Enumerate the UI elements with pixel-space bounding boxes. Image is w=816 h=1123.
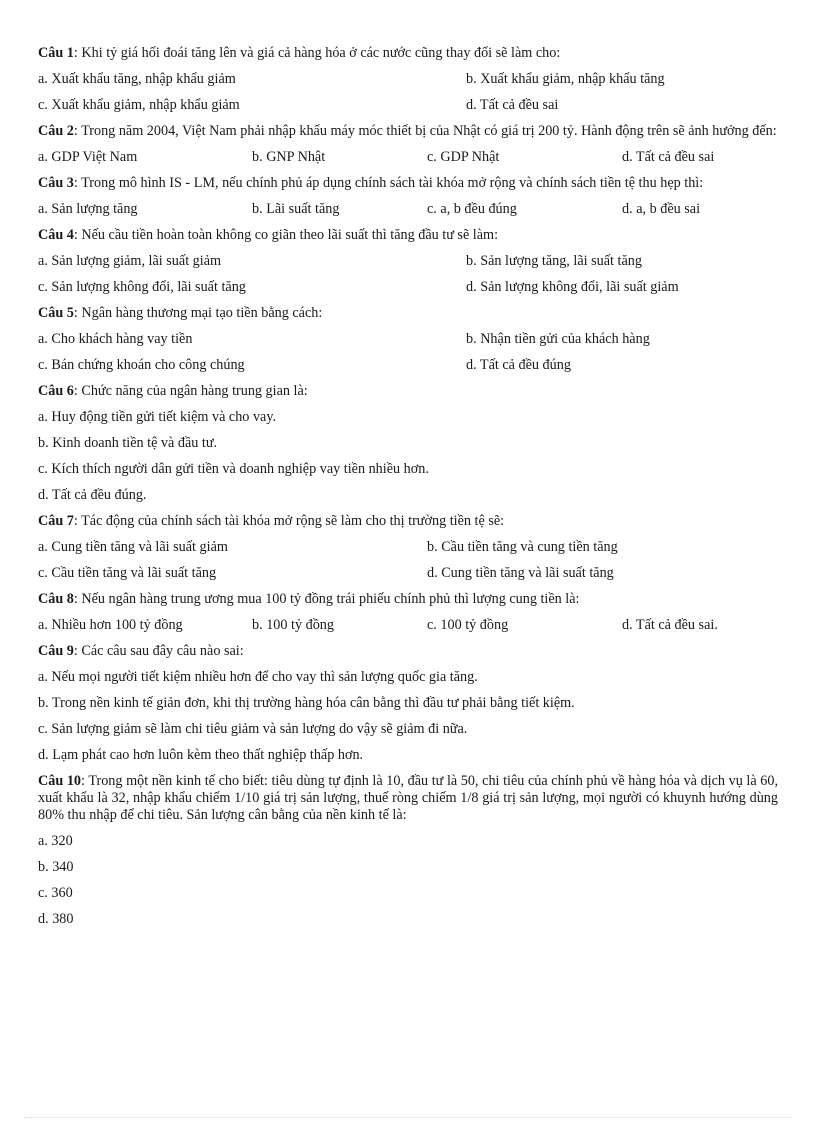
option-b: b. GNP Nhật <box>252 149 326 165</box>
option-b: b. Lãi suất tăng <box>252 201 340 217</box>
question-1 <box>38 45 778 114</box>
question-text: : Chức năng của ngân hàng trung gian là: <box>73 383 308 399</box>
options-row <box>38 279 778 296</box>
option-a: a. Cung tiền tăng và lãi suất giảm <box>38 539 228 555</box>
options-row <box>38 71 778 88</box>
page-bottom-divider <box>24 1117 792 1118</box>
option-b: b. Trong nền kinh tế giản đơn, khi thị trường hàng hóa cân bằng thì đầu tư phải bằng tiết kiệm. <box>38 695 575 711</box>
option-b: b. Cầu tiền tăng và cung tiền tăng <box>427 539 618 555</box>
options-row <box>38 539 778 556</box>
question-9 <box>38 643 778 764</box>
question-label: Câu 1 <box>38 45 74 61</box>
options-row <box>38 149 778 166</box>
question-stem <box>38 591 778 608</box>
option-c: c. a, b đều đúng <box>427 201 517 217</box>
question-4 <box>38 227 778 296</box>
option-a: a. Nếu mọi người tiết kiệm nhiều hơn để cho vay thì sản lượng quốc gia tăng. <box>38 669 478 685</box>
question-text: : Nếu ngân hàng trung ương mua 100 tỷ đồng trái phiếu chính phủ thì lượng cung tiền là: <box>73 591 580 607</box>
option-a: a. Sản lượng giảm, lãi suất giảm <box>38 253 222 269</box>
option-b: b. Nhận tiền gửi của khách hàng <box>466 331 650 347</box>
option-c: c. Sản lượng không đổi, lãi suất tăng <box>38 279 246 295</box>
question-label: Câu 8 <box>38 591 74 607</box>
option-c: c. GDP Nhật <box>427 149 500 165</box>
question-stem <box>38 123 778 140</box>
question-label: Câu 4 <box>38 227 74 243</box>
option-c: c. Kích thích người dân gửi tiền và doanh nghiệp vay tiền nhiều hơn. <box>38 461 429 477</box>
option-d: d. Tất cả đều đúng. <box>38 487 147 503</box>
question-8 <box>38 591 778 634</box>
option-c: c. Cầu tiền tăng và lãi suất tăng <box>38 565 217 581</box>
question-label: Câu 9 <box>38 643 74 659</box>
option-d: d. a, b đều sai <box>622 201 701 217</box>
question-stem <box>38 227 778 244</box>
option-c: c. Bán chứng khoán cho công chúng <box>38 357 245 373</box>
options-row <box>38 357 778 374</box>
option-b: b. 100 tỷ đồng <box>252 617 334 633</box>
question-text: : Ngân hàng thương mại tạo tiền bằng cách: <box>73 305 323 321</box>
question-text: : Trong mô hình IS - LM, nếu chính phủ áp dụng chính sách tài khóa mở rộng và chính sách tiền tệ thu hẹp thì: <box>73 175 704 191</box>
option-c: c. Sản lượng giảm sẽ làm chi tiêu giảm và sản lượng do vậy sẽ giảm đi nữa. <box>38 721 468 737</box>
question-text: : Nếu cầu tiền hoàn toàn không co giãn theo lãi suất thì tăng đầu tư sẽ làm: <box>73 227 499 243</box>
question-3 <box>38 175 778 218</box>
question-label: Câu 3 <box>38 175 74 191</box>
options-row <box>38 331 778 348</box>
question-label: Câu 6 <box>38 383 74 399</box>
option-a: a. GDP Việt Nam <box>38 149 138 165</box>
question-6 <box>38 383 778 504</box>
options-row <box>38 253 778 270</box>
question-stem <box>38 45 778 62</box>
quiz-page <box>38 45 778 937</box>
question-7 <box>38 513 778 582</box>
option-c: c. 360 <box>38 885 73 901</box>
question-label: Câu 10 <box>38 773 82 789</box>
question-stem <box>38 305 778 322</box>
question-stem <box>38 513 778 530</box>
option-a: a. 320 <box>38 833 73 849</box>
question-text: : Tác động của chính sách tài khóa mở rộng sẽ làm cho thị trường tiền tệ sẽ: <box>73 513 505 529</box>
question-stem <box>38 383 778 400</box>
option-c: c. Xuất khẩu giảm, nhập khẩu giảm <box>38 97 240 113</box>
option-b: b. 340 <box>38 859 74 875</box>
question-label: Câu 2 <box>38 123 74 139</box>
question-5 <box>38 305 778 374</box>
question-stem <box>38 773 778 824</box>
question-label: Câu 7 <box>38 513 74 529</box>
question-2 <box>38 123 778 166</box>
option-d: d. Tất cả đều đúng <box>466 357 571 373</box>
option-c: c. 100 tỷ đồng <box>427 617 509 633</box>
option-d: d. Tất cả đều sai <box>622 149 715 165</box>
option-b: b. Xuất khẩu giảm, nhập khẩu tăng <box>466 71 665 87</box>
options-row <box>38 201 778 218</box>
option-b: b. Kinh doanh tiền tệ và đầu tư. <box>38 435 218 451</box>
option-d: d. Tất cả đều sai. <box>622 617 718 633</box>
option-d: d. Lạm phát cao hơn luôn kèm theo thất nghiệp thấp hơn. <box>38 747 364 763</box>
option-d: d. Tất cả đều sai <box>466 97 559 113</box>
question-text: : Khi tỷ giá hối đoái tăng lên và giá cả hàng hóa ở các nước cũng thay đổi sẽ làm cho: <box>73 45 561 61</box>
options-row <box>38 97 778 114</box>
option-d: d. Cung tiền tăng và lãi suất tăng <box>427 565 614 581</box>
question-text: : Trong năm 2004, Việt Nam phải nhập khẩu máy móc thiết bị của Nhật có giá trị 200 tỷ. Hành động trên sẽ ảnh hưởng đến: <box>73 123 777 139</box>
question-10 <box>38 773 778 928</box>
options-row <box>38 617 778 634</box>
option-a: a. Nhiều hơn 100 tỷ đồng <box>38 617 183 633</box>
option-d: d. Sản lượng không đổi, lãi suất giảm <box>466 279 679 295</box>
option-a: a. Sản lượng tăng <box>38 201 138 217</box>
question-stem <box>38 643 778 660</box>
option-b: b. Sản lượng tăng, lãi suất tăng <box>466 253 642 269</box>
option-a: a. Xuất khẩu tăng, nhập khẩu giảm <box>38 71 236 87</box>
option-a: a. Cho khách hàng vay tiền <box>38 331 193 347</box>
question-text: : Các câu sau đây câu nào sai: <box>73 643 244 659</box>
question-label: Câu 5 <box>38 305 74 321</box>
option-d: d. 380 <box>38 911 74 927</box>
options-row <box>38 565 778 582</box>
question-stem <box>38 175 778 192</box>
option-a: a. Huy động tiền gửi tiết kiệm và cho vay. <box>38 409 277 425</box>
question-text: : Trong một nền kinh tế cho biết: tiêu dùng tự định là 10, đầu tư là 50, chi tiêu của chính phủ về hàng hóa và dịch vụ là 60, xuất khẩu là 32, nhập khẩu chiếm 1/10 giá trị sản lượng, thuế ròng chiếm 1/8 giá trị sản lượng, mọi người có khuynh hướng dùng 80% thu nhập để chi tiêu. Sản lượng cân bằng của nền kinh tế là: <box>38 773 778 823</box>
